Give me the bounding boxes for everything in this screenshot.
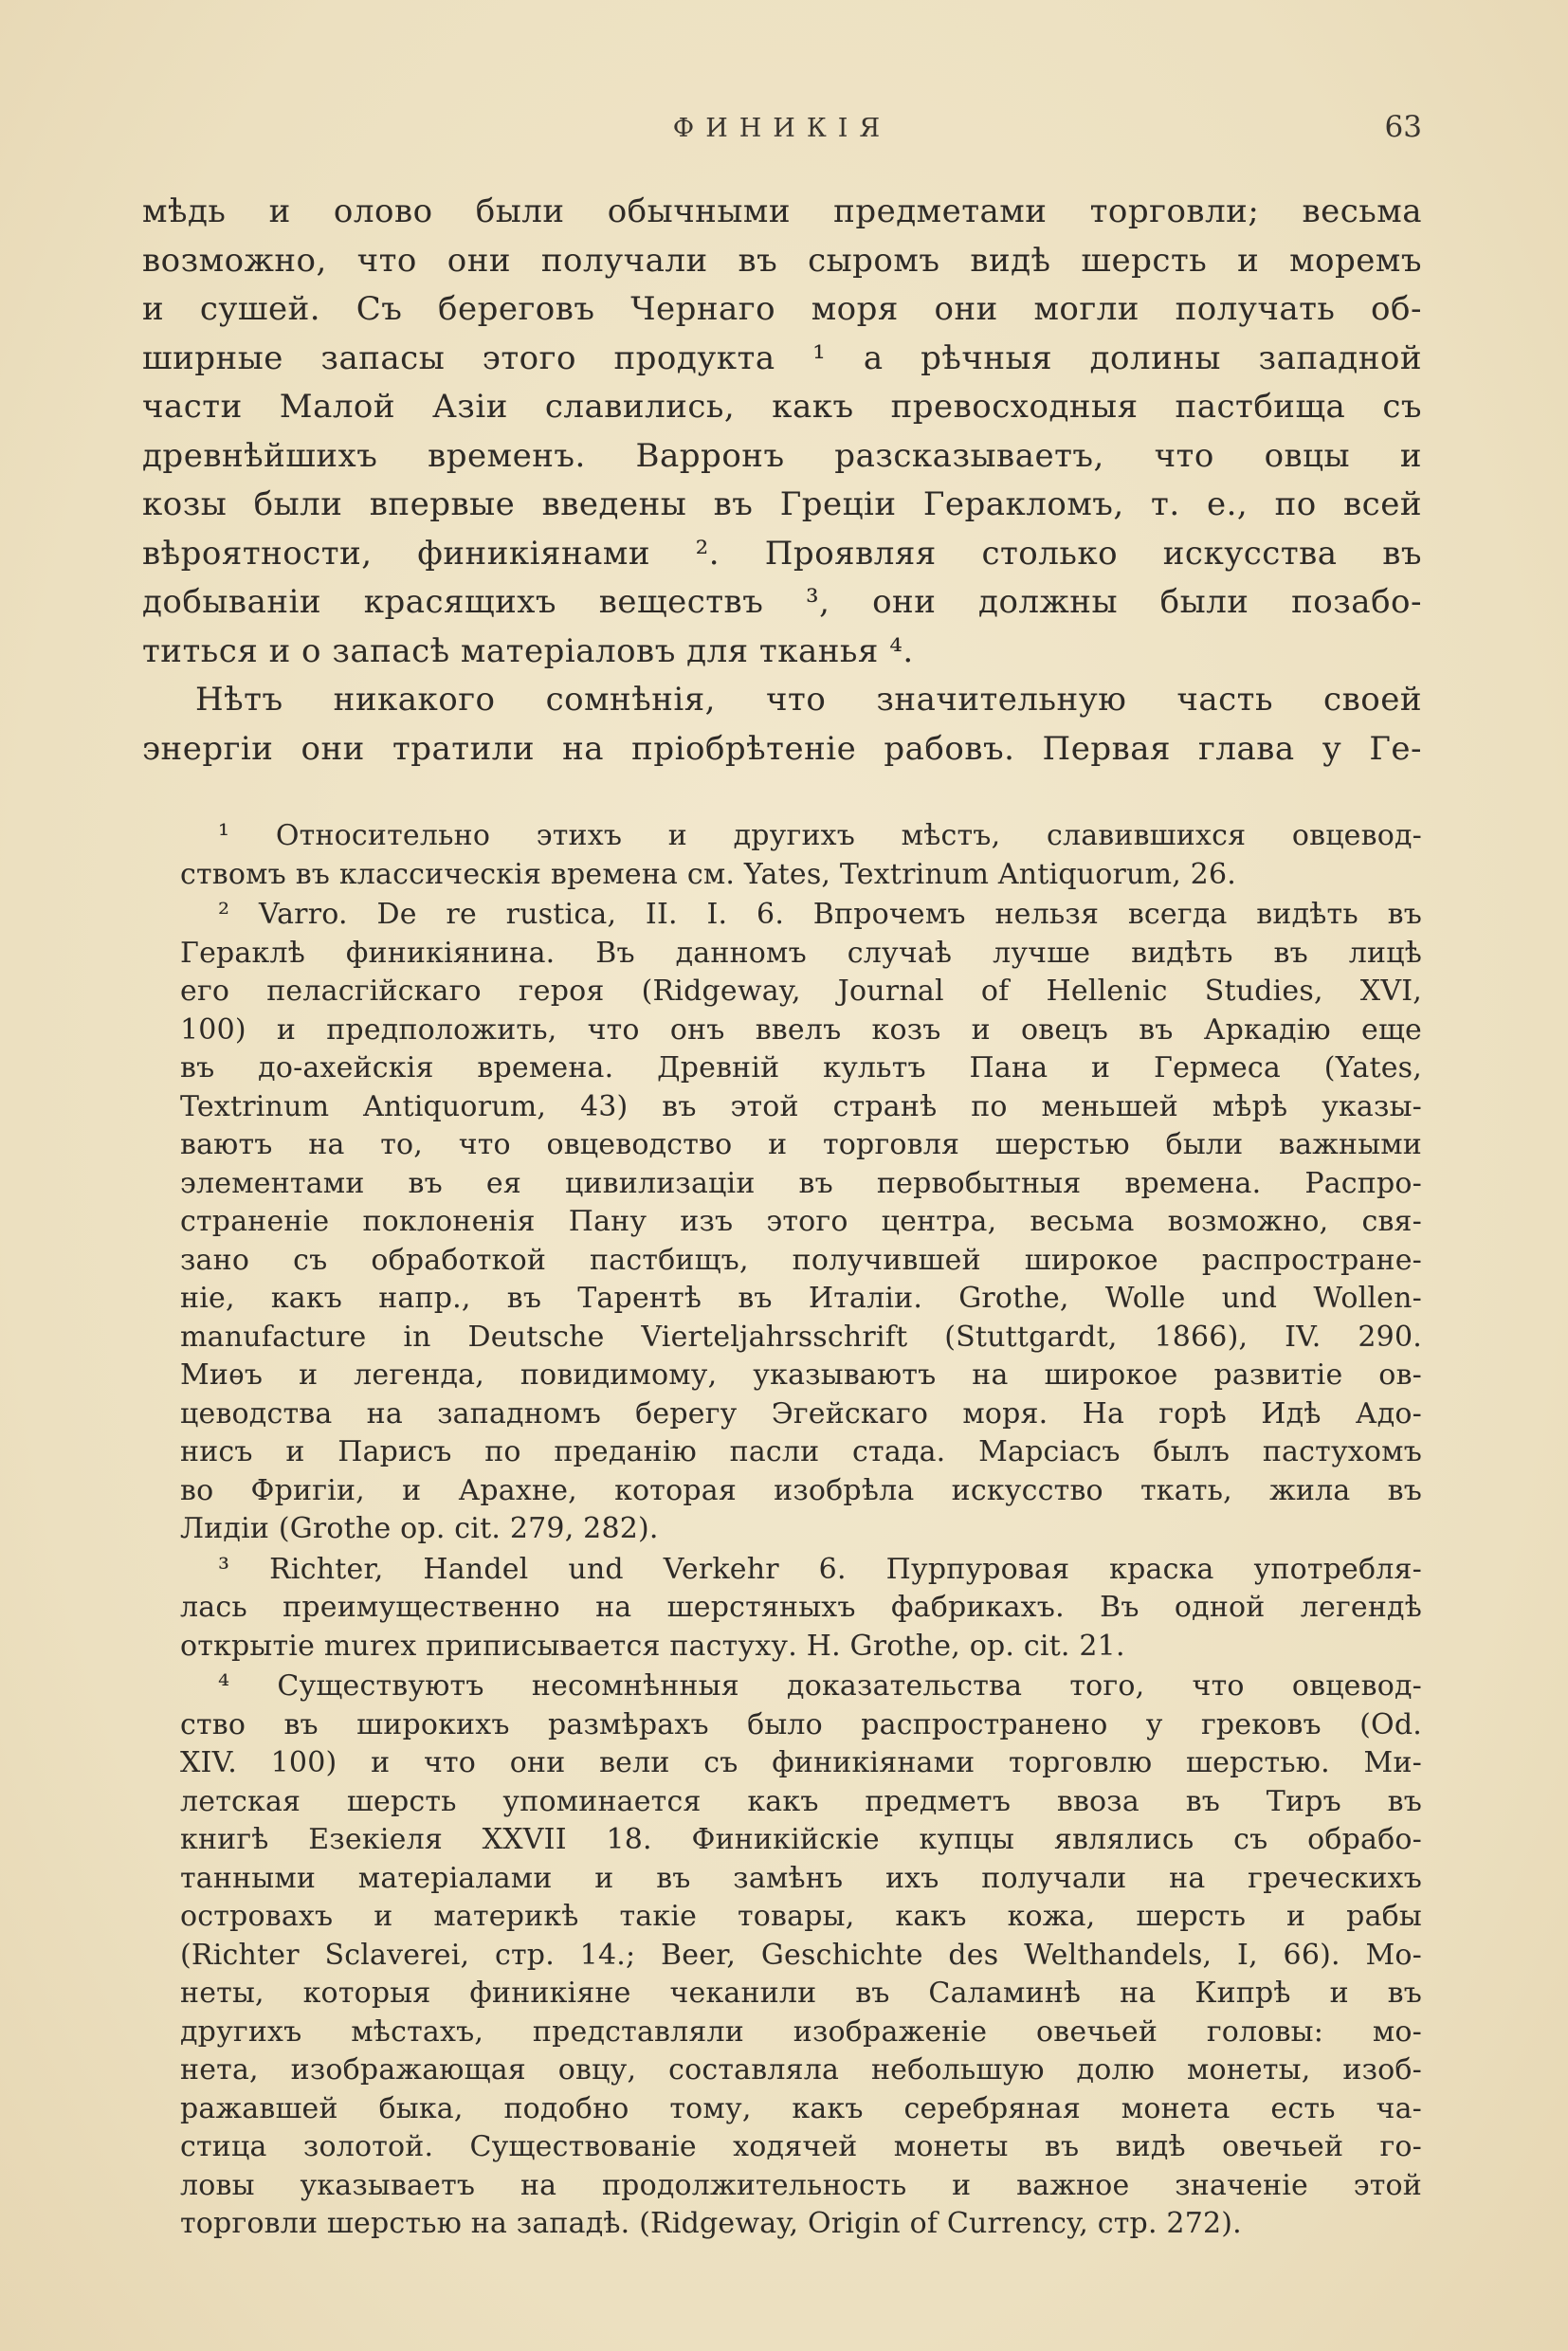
paragraph-1 [142, 188, 1422, 676]
footnote-line: неты, которыя финикіяне чеканили въ Саламинѣ на Кипрѣ и въ [180, 1977, 1422, 2010]
footnote-line: элементами въ ея цивилизаціи въ первобытныя времена. Распро- [180, 1166, 1422, 1200]
footnote-line: островахъ и материкѣ такіе товары, какъ кожа, шерсть и рабы [180, 1900, 1422, 1933]
footnote-line: другихъ мѣстахъ, представляли изображеніе овечьей головы: мо- [180, 2014, 1422, 2049]
text-line: титься и о запасѣ матеріаловъ для тканья ⁴. [142, 631, 914, 670]
footnote-1 [142, 817, 1422, 894]
footnote-line: торговли шерстью на западѣ. (Ridgeway, Origin of Currency, стр. 272). [180, 2207, 1242, 2240]
footnote-3 [142, 1551, 1422, 1667]
footnote-line: его пеласгійскаго героя (Ridgeway, Journal of Hellenic Studies, XVI, [180, 975, 1422, 1008]
footnote-line: ³ Richter, Handel und Verkehr 6. Пурпуровая краска употребля- [218, 1552, 1422, 1586]
running-title: ФИНИКІЯ [672, 114, 892, 143]
text-line: мѣдь и олово были обычными предметами торговли; весьма [142, 192, 1422, 230]
footnote-line: ство въ широкихъ размѣрахъ было распространено у грековъ (Od. [180, 1707, 1422, 1741]
footnote-line: ловы указываетъ на продолжительность и важное значеніе этой [180, 2168, 1422, 2202]
text-line: древнѣйшихъ временъ. Варронъ разсказываетъ, что овцы и [142, 436, 1422, 475]
footnote-line: въ до-ахейскія времена. Древній культъ Пана и Гермеса (Yates, [180, 1051, 1422, 1084]
footnote-line: открытіе murex приписывается пастуху. H. Grothe, op. cit. 21. [180, 1629, 1125, 1663]
text-line: и сушей. Съ береговъ Чернаго моря они могли получать об- [142, 290, 1422, 328]
footnote-line: Гераклѣ финикіянина. Въ данномъ случаѣ лучше видѣть въ лицѣ [180, 936, 1422, 970]
footnote-line: книгѣ Езекіеля XXVII 18. Финикійскіе купцы являлись съ обрабо- [180, 1823, 1422, 1856]
footnote-line: manufacture in Deutsche Vierteljahrsschrift (Stuttgardt, 1866), IV. 290. [180, 1320, 1422, 1354]
footnote-line: лась преимущественно на шерстяныхъ фабрикахъ. Въ одной легендѣ [180, 1591, 1422, 1624]
footnote-2 [142, 896, 1422, 1549]
footnote-line: ¹ Относительно этихъ и другихъ мѣстъ, славившихся овцевод- [218, 819, 1422, 852]
page-number: 63 [1384, 110, 1422, 144]
footnote-line: нета, изображающая овцу, составляла небольшую долю монеты, изоб- [180, 2053, 1422, 2087]
footnote-line: танными матеріалами и въ замѣнъ ихъ получали на греческихъ [180, 1861, 1422, 1895]
footnote-line: ражавшей быка, подобно тому, какъ серебряная монета есть ча- [180, 2091, 1422, 2125]
footnote-line: ² Varro. De re rustica, II. I. 6. Впрочемъ нельзя всегда видѣть въ [218, 898, 1422, 931]
paragraph-2 [142, 676, 1422, 725]
footnote-line: нисъ и Парисъ по преданію пасли стада. Марсіасъ былъ пастухомъ [180, 1435, 1422, 1468]
footnote-line: зано съ обработкой пастбищъ, получившей широкое распростране- [180, 1243, 1422, 1277]
text-line: вѣроятности, финикіянами ². Проявляя столько искусства въ [142, 534, 1422, 573]
text-line: части Малой Азіи славились, какъ превосходныя пастбища съ [142, 388, 1422, 426]
footnote-line: (Richter Sclaverei, стр. 14.; Beer, Geschichte des Welthandels, I, 66). Мо- [180, 1938, 1422, 1972]
text-line: добываніи красящихъ веществъ ³, они должны были позабо- [142, 583, 1422, 621]
footnote-line: страненіе поклоненія Пану изъ этого центра, весьма возможно, свя- [180, 1205, 1422, 1238]
footnote-line: 100) и предположить, что онъ ввелъ козъ и овецъ въ Аркадію еще [180, 1012, 1422, 1047]
main-text [142, 188, 1422, 774]
footnote-line: Textrinum Antiquorum, 43) въ этой странѣ по меньшей мѣрѣ указы- [180, 1089, 1422, 1123]
text-line: козы были впервые введены въ Греціи Геракломъ, т. е., по всей [142, 485, 1422, 523]
footnote-line: летская шерсть упоминается какъ предметъ ввоза въ Тиръ въ [180, 1784, 1422, 1818]
footnote-line: ствомъ въ классическія времена см. Yates, Textrinum Antiquorum, 26. [180, 857, 1236, 891]
footnote-line: Лидіи (Grothe op. cit. 279, 282). [180, 1512, 659, 1545]
text-line: Нѣтъ никакого сомнѣнія, что значительную часть своей [195, 681, 1422, 719]
footnotes [142, 817, 1422, 2244]
footnote-4 [142, 1668, 1422, 2244]
footnote-line: Миѳъ и легенда, повидимому, указываютъ на широкое развитіе ов- [180, 1358, 1422, 1392]
page-header [142, 106, 1422, 154]
footnote-line: ⁴ Существуютъ несомнѣнныя доказательства того, что овцевод- [218, 1669, 1422, 1703]
text-line: ширные запасы этого продукта ¹ а рѣчныя долины западной [142, 338, 1422, 377]
footnote-line: XIV. 100) и что они вели съ финикіянами торговлю шерстью. Ми- [180, 1746, 1422, 1779]
text-line: энергіи они тратили на пріобрѣтеніе рабовъ. Первая глава у Ге- [142, 729, 1422, 768]
paragraph-2-cont [142, 725, 1422, 775]
footnote-line: стица золотой. Существованіе ходячей монеты въ видѣ овечьей го- [180, 2130, 1422, 2163]
footnote-line: ваютъ на то, что овцеводство и торговля шерстью были важными [180, 1128, 1422, 1161]
footnote-line: во Фригіи, и Арахне, которая изобрѣла искусство ткать, жила въ [180, 1473, 1422, 1507]
footnote-line: цеводства на западномъ берегу Эгейскаго моря. На горѣ Идѣ Адо- [180, 1396, 1422, 1431]
footnote-line: ніе, какъ напр., въ Тарентѣ въ Италіи. Grothe, Wolle und Wollen- [180, 1282, 1422, 1315]
text-line: возможно, что они получали въ сыромъ видѣ шерсть и моремъ [142, 241, 1422, 280]
